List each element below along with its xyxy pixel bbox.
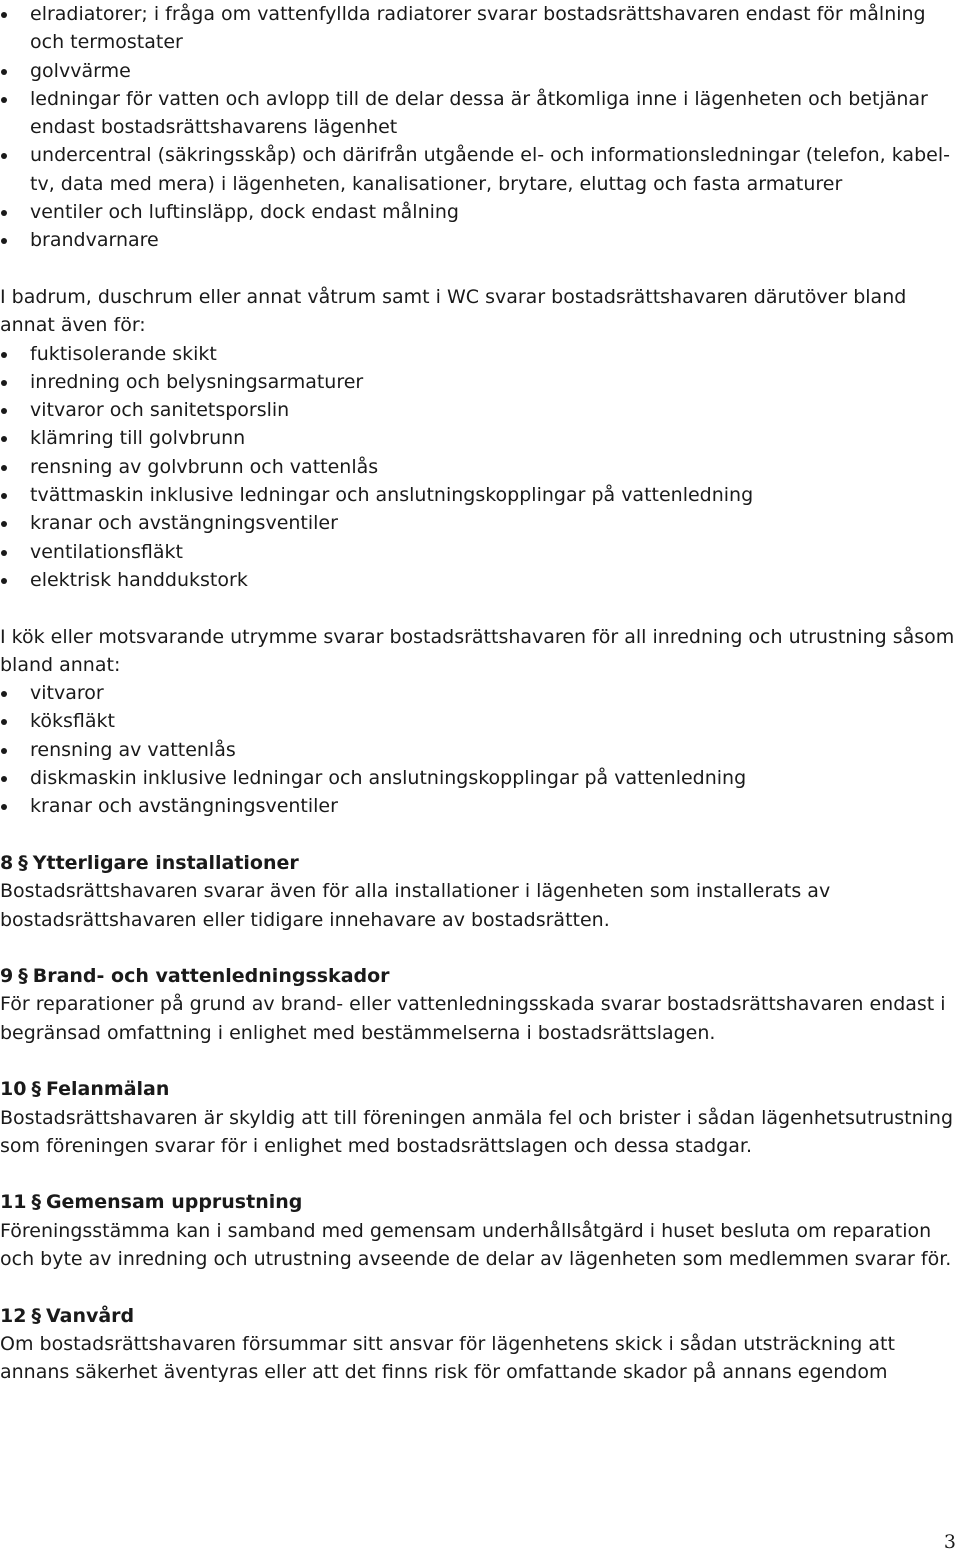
- list-item: kranar och avstängningsventiler: [0, 792, 960, 820]
- section-9: [0, 962, 960, 1047]
- section-heading: [0, 1302, 960, 1330]
- section-number: 9: [0, 965, 14, 988]
- section-heading: [0, 962, 960, 990]
- paragraph-kok: I kök eller motsvarande utrymme svarar bostadsrättshavaren för all inredning och utrustning såsom bland annat:: [0, 625, 955, 676]
- section-title: Gemensam upprustning: [45, 1191, 303, 1214]
- paragraph-badrum: I badrum, duschrum eller annat våtrum samt i WC svarar bostadsrättshavaren därutöver bland annat även för:: [0, 285, 907, 337]
- section-body: Bostadsrättshavaren är skyldig att till föreningen anmäla fel och brister i sådan lägenhetsutrustning som föreningen svarar för i enlighet med bostadsrättslagen och dessa stadgar.: [0, 1106, 954, 1157]
- section-body: Om bostadsrättshavaren försummar sitt ansvar för lägenhetens skick i sådan utsträckning att annans säkerhet äventyras eller att det finns risk för omfattande skador på annans egendom: [0, 1332, 895, 1384]
- list-item: vitvaror och sanitetsporslin: [0, 396, 960, 424]
- section-number: 8: [0, 851, 14, 874]
- list-item: kranar och avstängningsventiler: [0, 509, 960, 537]
- section-heading: [0, 1075, 960, 1103]
- list-item: ventilationsfläkt: [0, 538, 960, 566]
- page-number: 3: [943, 1531, 956, 1553]
- list-item: diskmaskin inklusive ledningar och anslutningskopplingar på vattenledning: [0, 764, 960, 792]
- list-item: undercentral (säkringsskåp) och därifrån utgående el- och informationsledningar (telefon, kabel-tv, data med mera) i lägenheten, kanalisationer, brytare, eluttag och fasta armaturer: [0, 141, 960, 198]
- list-item: ledningar för vatten och avlopp till de delar dessa är åtkomliga inne i lägenheten och betjänar endast bostadsrättshavarens lägenhet: [0, 85, 960, 142]
- list-item: rensning av golvbrunn och vattenlås: [0, 453, 960, 481]
- paragraph-sign: §: [31, 1191, 41, 1214]
- list-item: klämring till golvbrunn: [0, 424, 960, 452]
- section-number: 12: [0, 1304, 27, 1327]
- list-item: vitvaror: [0, 679, 960, 707]
- bullet-list-lagenhet: [0, 0, 960, 255]
- paragraph-sign: §: [18, 851, 28, 874]
- list-item: fuktisolerande skikt: [0, 340, 960, 368]
- section-number: 11: [0, 1191, 27, 1214]
- section-11: [0, 1188, 960, 1273]
- section-body: Föreningsstämma kan i samband med gemensam underhållsåtgärd i huset besluta om reparation och byte av inredning och utrustning avseende de delar av lägenheten som medlemmen svarar för.: [0, 1219, 952, 1271]
- paragraph-sign: §: [18, 965, 28, 988]
- section-heading: [0, 1188, 960, 1216]
- bullet-list-badrum: [0, 340, 960, 595]
- section-8: [0, 849, 960, 934]
- section-heading: [0, 849, 960, 877]
- list-item: brandvarnare: [0, 226, 960, 254]
- section-title: Ytterligare installationer: [32, 851, 299, 874]
- bullet-list-kok: [0, 679, 960, 820]
- list-item: elektrisk handdukstork: [0, 566, 960, 594]
- section-body: För reparationer på grund av brand- eller vattenledningsskada svarar bostadsrättshavaren endast i begränsad omfattning i enlighet med bestämmelserna i bostadsrättslagen.: [0, 993, 946, 1044]
- section-title: Vanvård: [45, 1304, 135, 1327]
- paragraph-sign: §: [31, 1078, 41, 1101]
- section-title: Brand- och vattenledningsskador: [32, 965, 390, 988]
- section-number: 10: [0, 1078, 27, 1101]
- list-item: elradiatorer; i fråga om vattenfyllda radiatorer svarar bostadsrättshavaren endast för målning och termostater: [0, 0, 960, 57]
- section-12: [0, 1302, 960, 1387]
- section-10: [0, 1075, 960, 1160]
- paragraph-sign: §: [31, 1304, 41, 1327]
- section-title: Felanmälan: [45, 1078, 170, 1101]
- section-body: Bostadsrättshavaren svarar även för alla installationer i lägenheten som installerats av bostadsrättshavaren eller tidigare innehavare av bostadsrätten.: [0, 880, 831, 931]
- list-item: tvättmaskin inklusive ledningar och anslutningskopplingar på vattenledning: [0, 481, 960, 509]
- list-item: köksfläkt: [0, 707, 960, 735]
- list-item: golvvärme: [0, 57, 960, 85]
- list-item: ventiler och luftinsläpp, dock endast målning: [0, 198, 960, 226]
- list-item: rensning av vattenlås: [0, 736, 960, 764]
- list-item: inredning och belysningsarmaturer: [0, 368, 960, 396]
